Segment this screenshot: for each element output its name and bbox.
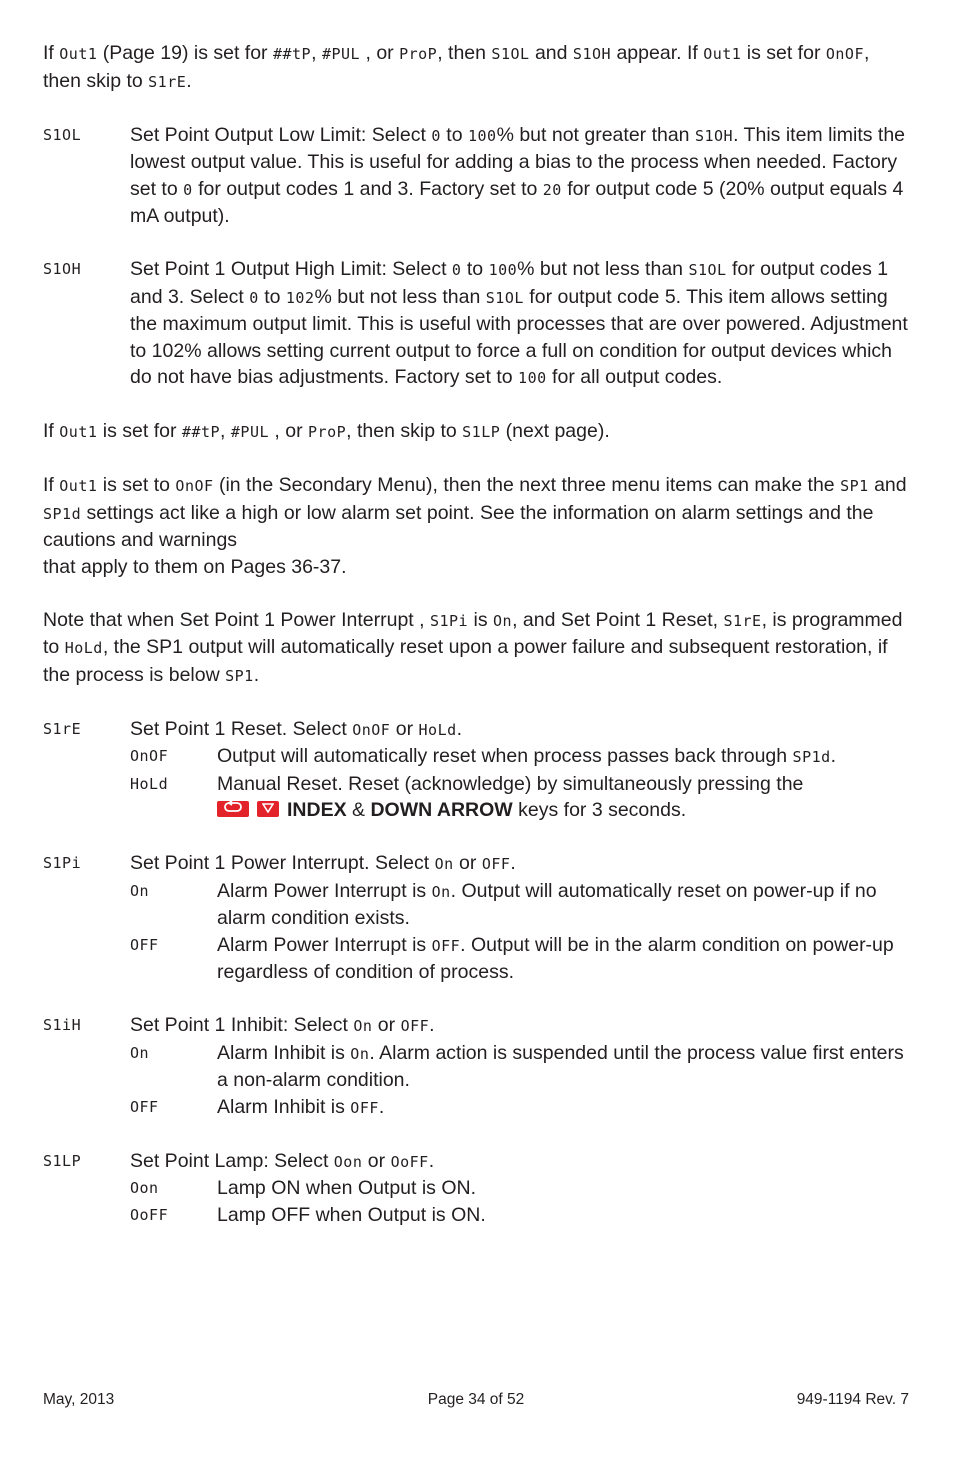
text: Set Point Lamp: Select <box>130 1149 334 1172</box>
lcd-code: S1OH <box>572 45 612 63</box>
text: . <box>428 1149 435 1172</box>
down-arrow-key-label: DOWN ARROW <box>370 799 513 821</box>
lcd-code: 0 <box>183 180 193 199</box>
alarm-paragraph <box>43 472 911 580</box>
option-row <box>130 932 911 986</box>
text: is set for <box>97 420 182 442</box>
text: , and Set Point 1 Reset, <box>512 608 724 631</box>
footer-date: May, 2013 <box>43 1391 115 1408</box>
option-code: OoFF <box>130 1205 169 1224</box>
text: to <box>461 258 489 280</box>
text: is set for <box>741 42 826 64</box>
text: to <box>258 285 286 308</box>
lcd-code: ##tP <box>272 45 312 63</box>
skip-paragraph <box>43 418 911 446</box>
option-row <box>130 1202 911 1229</box>
text: , then <box>437 42 492 64</box>
menu-item-s1pi <box>43 850 911 986</box>
lcd-code: ProP <box>308 423 347 441</box>
text: . <box>429 1014 435 1036</box>
option-code: On <box>130 1043 150 1062</box>
menu-code: S1OL <box>43 125 82 144</box>
lcd-code: On <box>350 1044 370 1063</box>
lcd-code: SP1d <box>792 748 831 766</box>
menu-code: S1OH <box>43 260 82 278</box>
menu-description <box>130 850 911 986</box>
text: appear. If <box>611 42 704 64</box>
text: % but not greater than <box>496 123 695 146</box>
text: and <box>529 42 573 64</box>
text: , <box>311 42 322 64</box>
text: Alarm Power Interrupt is <box>217 933 432 956</box>
text: , the SP1 output will automatically reset upon a power failure and subsequent restoration, if the process is below <box>43 636 888 686</box>
lcd-code: OFF <box>481 855 511 873</box>
lcd-code: S1OL <box>485 288 524 307</box>
text: . Output will automatically reset on power-up if no alarm condition exists. <box>217 879 877 929</box>
manual-page <box>43 40 911 1255</box>
lcd-code: S1Pi <box>429 611 469 630</box>
lcd-code: HoLd <box>418 720 457 739</box>
menu-item-s1ih <box>43 1012 911 1121</box>
text: and <box>868 474 907 496</box>
option-row <box>130 771 911 824</box>
text: Output will automatically reset when process passes back through <box>217 745 793 767</box>
lcd-code: 0 <box>249 288 259 307</box>
text: or <box>372 1014 401 1036</box>
text: or <box>362 1149 391 1172</box>
text: (Page 19) is set for <box>97 42 273 64</box>
text: . Output will be in the alarm condition on power-up regardless of condition of process. <box>217 933 894 983</box>
text: , then skip to <box>43 42 870 92</box>
text: Manual Reset. Reset (acknowledge) by simultaneously pressing the <box>217 772 804 795</box>
menu-description <box>130 1012 911 1121</box>
note-paragraph <box>43 607 911 690</box>
option-row <box>130 1094 911 1122</box>
text: for output codes 1 and 3. Select <box>130 258 889 308</box>
lcd-code: OoFF <box>390 1152 429 1171</box>
option-row <box>130 1175 911 1202</box>
text: . <box>378 1095 385 1118</box>
lcd-code: On <box>353 1017 373 1035</box>
lcd-code: 20 <box>542 180 562 199</box>
text: , then skip to <box>346 420 463 442</box>
text: Set Point 1 Reset. Select <box>130 717 353 740</box>
text: Alarm Power Interrupt is <box>217 879 432 902</box>
lcd-code: On <box>434 855 454 873</box>
text: . <box>510 852 516 874</box>
lcd-code: #PUL <box>321 45 361 63</box>
text: Note that when Set Point 1 Power Interrupt , <box>43 608 430 631</box>
lcd-code: S1OH <box>694 126 734 145</box>
lcd-code: S1rE <box>148 72 187 91</box>
menu-code: S1iH <box>43 1016 82 1034</box>
text: . Alarm action is suspended until the process value first enters a non-alarm condition. <box>217 1041 904 1091</box>
lcd-code: Out1 <box>59 477 98 495</box>
text: Set Point 1 Inhibit: Select <box>130 1014 354 1036</box>
text: . <box>186 69 192 92</box>
option-row <box>130 1040 911 1094</box>
text: If <box>43 42 60 64</box>
lcd-code: OFF <box>400 1017 430 1035</box>
menu-code: S1rE <box>43 719 82 738</box>
text: Lamp ON when Output is ON. <box>217 1177 477 1199</box>
text: or <box>453 852 482 874</box>
lcd-code: HoLd <box>64 639 103 657</box>
lcd-code: OFF <box>431 936 461 955</box>
lcd-code: 100 <box>518 369 547 387</box>
text: (in the Secondary Menu), then the next three menu items can make the <box>213 474 841 496</box>
menu-item-s1re <box>43 716 911 824</box>
lcd-code: Out1 <box>59 423 98 441</box>
footer-page-number: Page 34 of 52 <box>427 1391 525 1408</box>
text: If <box>43 474 60 496</box>
text: for output codes 1 and 3. Factory set to <box>192 177 543 200</box>
option-code: OnOF <box>130 747 169 765</box>
option-code: HoLd <box>130 774 169 793</box>
lcd-code: S1OL <box>491 45 530 63</box>
option-code: Oon <box>130 1179 159 1197</box>
text: % but not less than <box>517 258 689 280</box>
lcd-code: 100 <box>488 261 518 279</box>
text: Alarm Inhibit is <box>217 1041 351 1064</box>
lcd-code: SP1 <box>840 477 869 495</box>
text: is <box>468 608 494 631</box>
text: Set Point Output Low Limit: Select <box>130 123 432 146</box>
text: . This item limits the lowest output value. This is useful for adding a bias to the process when needed. Factory set to <box>130 123 906 200</box>
text: & <box>346 799 371 821</box>
text: % but not less than <box>314 285 486 308</box>
text: If <box>43 420 60 442</box>
menu-item-s1oh <box>43 256 911 392</box>
menu-description <box>130 122 911 230</box>
lcd-code: SP1d <box>43 504 82 523</box>
menu-code: S1Pi <box>43 854 82 872</box>
lcd-code: 0 <box>451 261 462 279</box>
menu-item-s1lp <box>43 1148 911 1229</box>
lcd-code: Out1 <box>703 45 742 63</box>
lcd-code: 102 <box>285 288 315 307</box>
option-code: On <box>130 881 150 900</box>
menu-item-s1ol <box>43 122 911 230</box>
footer-doc-number: 949-1194 Rev. 7 <box>796 1391 909 1408</box>
option-code: OFF <box>130 935 159 954</box>
text: is set to <box>97 474 176 496</box>
lcd-code: 100 <box>467 126 497 145</box>
option-code: OFF <box>130 1097 159 1116</box>
page-footer <box>43 1388 909 1412</box>
lcd-code: #PUL <box>230 423 270 441</box>
menu-description <box>130 716 911 824</box>
menu-description <box>130 1148 911 1229</box>
lcd-code: Oon <box>333 1152 363 1171</box>
lcd-code: ##tP <box>181 423 221 441</box>
option-row <box>130 878 911 932</box>
index-loop-icon <box>217 801 249 817</box>
index-key-label: INDEX <box>287 799 347 821</box>
lcd-code: On <box>493 611 513 630</box>
down-arrow-icon <box>257 801 279 817</box>
lcd-code: OFF <box>350 1098 379 1117</box>
text: or <box>390 717 419 740</box>
text: for output code 5 (20% output equals 4 mA output). <box>130 177 904 227</box>
menu-code: S1LP <box>43 1151 82 1170</box>
text: to <box>440 123 468 146</box>
text: , is programmed to <box>43 608 903 658</box>
lcd-code: OnOF <box>175 477 214 495</box>
lcd-code: SP1 <box>225 666 254 685</box>
option-row <box>130 743 911 771</box>
text: . <box>253 663 260 686</box>
lcd-code: S1LP <box>462 423 501 441</box>
text: . <box>830 745 837 767</box>
text: (next page). <box>500 420 610 442</box>
text: Set Point 1 Output High Limit: Select <box>130 258 452 280</box>
lcd-code: OnOF <box>825 45 864 63</box>
text: Set Point 1 Power Interrupt. Select <box>130 852 435 874</box>
text: , <box>220 420 231 442</box>
lcd-code: On <box>431 882 451 901</box>
lcd-code: ProP <box>399 45 438 63</box>
text: Lamp OFF when Output is ON. <box>217 1203 486 1226</box>
lcd-code: OnOF <box>352 720 391 739</box>
text: , or <box>360 42 400 64</box>
lcd-code: Out1 <box>59 45 98 63</box>
menu-description <box>130 256 911 392</box>
text: Alarm Inhibit is <box>217 1095 351 1118</box>
text: for all output codes. <box>546 366 723 388</box>
intro-paragraph <box>43 40 911 95</box>
text: settings act like a high or low alarm set point. See the information on alarm settings and the cautions and warnings <box>43 501 874 551</box>
text: keys for 3 seconds. <box>512 799 687 821</box>
lcd-code: S1OL <box>688 261 727 279</box>
text: , or <box>269 420 309 442</box>
text: . <box>456 717 463 740</box>
lcd-code: 0 <box>431 126 441 145</box>
lcd-code: S1rE <box>723 611 762 630</box>
text: for output code 5. This item allows setting the maximum output limit. This is useful with processes that are over powered. Adjustment to 102% allows setting current output to force a full on condition for output devices which do not have bias adjustments. Factory set to <box>130 285 908 388</box>
text: that apply to them on Pages 36-37. <box>43 555 347 578</box>
